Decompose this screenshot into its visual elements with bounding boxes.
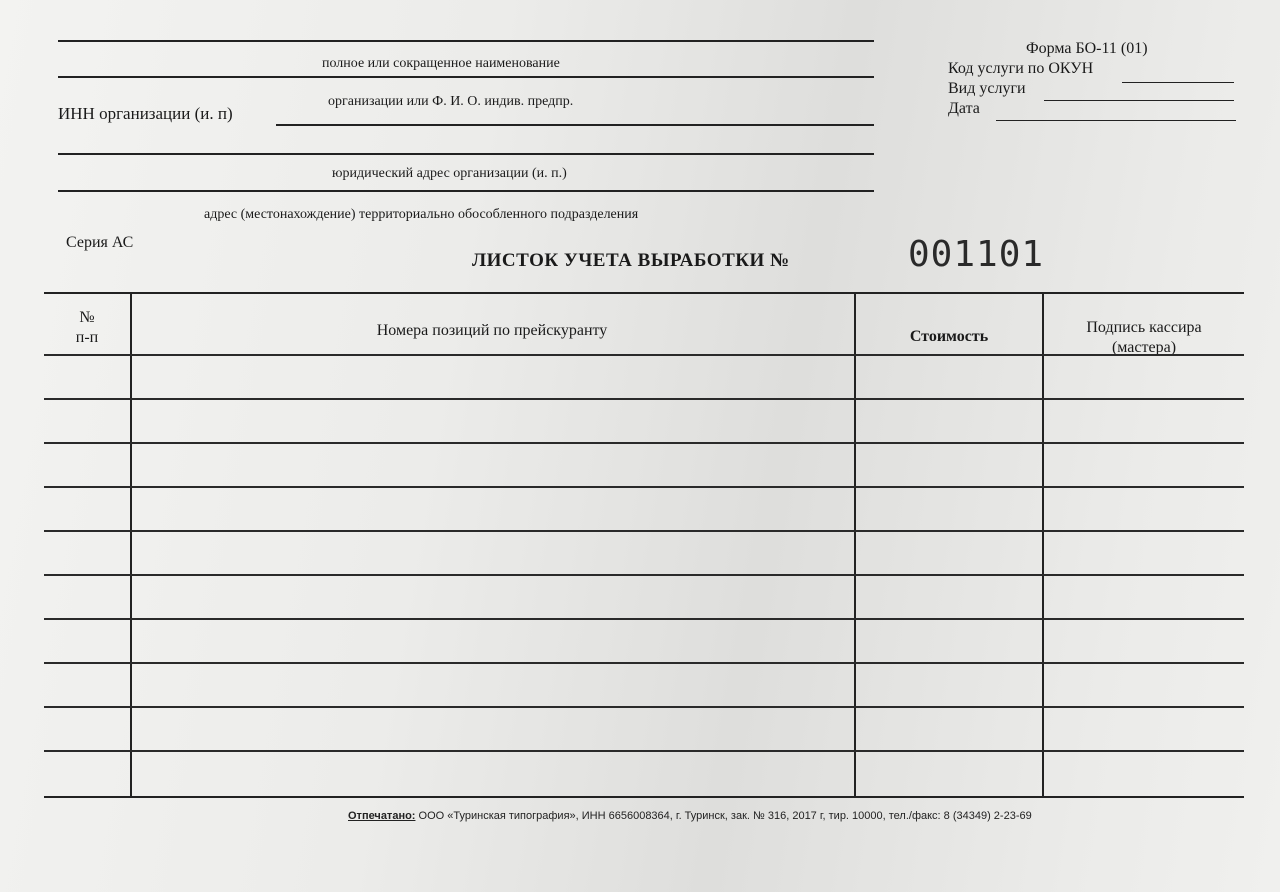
header-signature-master: (мастера)	[1111, 339, 1177, 356]
service-type-label: Вид услуги	[948, 80, 1026, 97]
service-type-line[interactable]	[1044, 100, 1234, 101]
table-row[interactable]	[44, 530, 1244, 532]
table-row[interactable]	[44, 706, 1244, 708]
inn-field-line[interactable]	[276, 124, 874, 126]
table-row[interactable]	[44, 442, 1244, 444]
caption-legal-address: юридический адрес организации (и. п.)	[332, 166, 567, 181]
table-row[interactable]	[44, 354, 1244, 356]
header-cost: Стоимость	[909, 328, 989, 345]
printed-label: Отпечатано:	[348, 810, 416, 822]
header-number-pp: п-п	[75, 329, 99, 346]
caption-branch-address: адрес (местонахождение) территориально обособленного подразделения	[204, 207, 639, 222]
header-signature-cashier: Подпись кассира	[1086, 319, 1202, 336]
table-row[interactable]	[44, 618, 1244, 620]
legal-address-line[interactable]	[58, 153, 874, 155]
caption-org-or-entrepreneur: организации или Ф. И. О. индив. предпр.	[328, 94, 574, 109]
col-divider-3	[1042, 294, 1044, 796]
col-divider-2	[854, 294, 856, 796]
series-label: Серия АС	[66, 234, 134, 251]
printer-imprint	[348, 810, 1032, 822]
header-row-number	[44, 308, 130, 348]
header-price-positions: Номера позиций по прейскуранту	[376, 322, 608, 339]
table-row[interactable]	[44, 750, 1244, 752]
table-row[interactable]	[44, 398, 1244, 400]
header-number-sign: №	[79, 309, 95, 326]
output-table	[44, 292, 1244, 798]
header-signature	[1044, 318, 1244, 358]
branch-address-line[interactable]	[58, 190, 874, 192]
caption-full-name: полное или сокращенное наименование	[322, 56, 560, 71]
serial-number: 001101	[908, 234, 1045, 275]
org-name-line[interactable]	[58, 40, 874, 42]
table-row[interactable]	[44, 574, 1244, 576]
col-divider-1	[130, 294, 132, 796]
date-line[interactable]	[996, 120, 1236, 121]
okun-code-label: Код услуги по ОКУН	[948, 60, 1094, 77]
date-label: Дата	[948, 100, 980, 117]
document-title: ЛИСТОК УЧЕТА ВЫРАБОТКИ №	[472, 250, 790, 271]
printed-text: ООО «Туринская типография», ИНН 6656008364, г. Туринск, зак. № 316, 2017 г, тир. 10000, тел./факс: 8 (34349) 2-23-69	[418, 810, 1032, 822]
table-row[interactable]	[44, 662, 1244, 664]
inn-label: ИНН организации (и. п)	[58, 104, 233, 123]
form-code: Форма БО-11 (01)	[1026, 40, 1148, 57]
okun-code-line[interactable]	[1122, 82, 1234, 83]
table-row[interactable]	[44, 486, 1244, 488]
org-name-line-2[interactable]	[58, 76, 874, 78]
